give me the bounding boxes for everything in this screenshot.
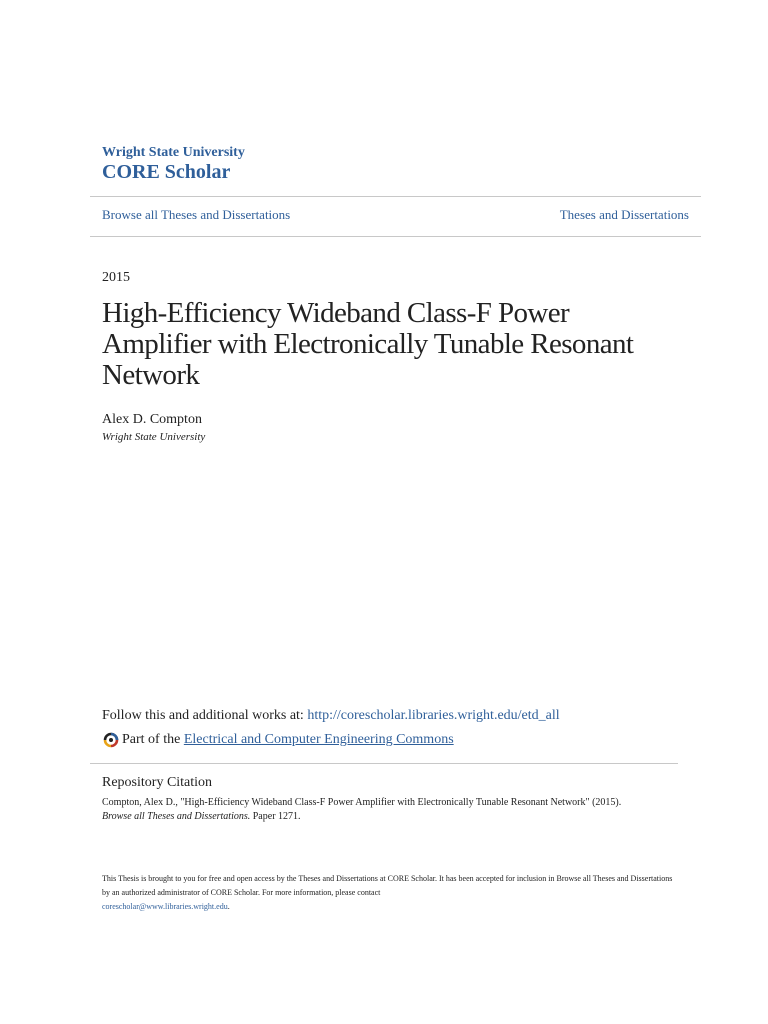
network-icon xyxy=(102,731,120,749)
institution-name: Wright State University xyxy=(102,145,245,160)
citation-series: Browse all Theses and Dissertations. xyxy=(102,811,251,822)
header-divider-top xyxy=(90,196,701,197)
citation-text: Compton, Alex D., "High-Efficiency Wideband Class-F Power Amplifier with Electronically Tunable Resonant Network" (2015). xyxy=(102,797,622,808)
citation-divider xyxy=(90,763,678,764)
part-of-prefix: Part of the xyxy=(122,732,181,747)
author-affiliation: Wright State University xyxy=(102,431,206,443)
citation-heading: Repository Citation xyxy=(102,775,213,790)
contact-email-link[interactable]: corescholar@www.libraries.wright.edu xyxy=(102,902,228,911)
footer-email-suffix: . xyxy=(227,902,230,911)
header-divider-bottom xyxy=(90,236,701,237)
document-title: High-Efficiency Wideband Class-F Power Amplifier with Electronically Tunable Resonant Network xyxy=(102,297,634,391)
citation-source xyxy=(102,811,301,822)
ece-commons-link[interactable]: Electrical and Computer Engineering Commons xyxy=(183,732,454,747)
follow-prefix: Follow this and additional works at: xyxy=(102,708,304,723)
author-name: Alex D. Compton xyxy=(102,412,202,427)
repository-name[interactable]: CORE Scholar xyxy=(102,161,231,183)
footer-text: This Thesis is brought to you for free and open access by the Theses and Dissertations at CORE Scholar. It has been accepted for inclusion in Browse all Theses and Dissertations by an authorized administrator of CORE Scholar. For more information, please contact xyxy=(102,874,673,897)
citation-paper: Paper 1271. xyxy=(252,811,301,822)
part-of-line xyxy=(102,731,454,749)
follow-line xyxy=(102,708,560,724)
browse-all-theses-link[interactable]: Browse all Theses and Dissertations xyxy=(102,207,291,222)
follow-url-link[interactable]: http://corescholar.libraries.wright.edu/etd_all xyxy=(307,708,560,723)
publication-year: 2015 xyxy=(102,270,130,285)
theses-dissertations-link[interactable]: Theses and Dissertations xyxy=(559,207,689,222)
footer-notice xyxy=(102,872,682,914)
